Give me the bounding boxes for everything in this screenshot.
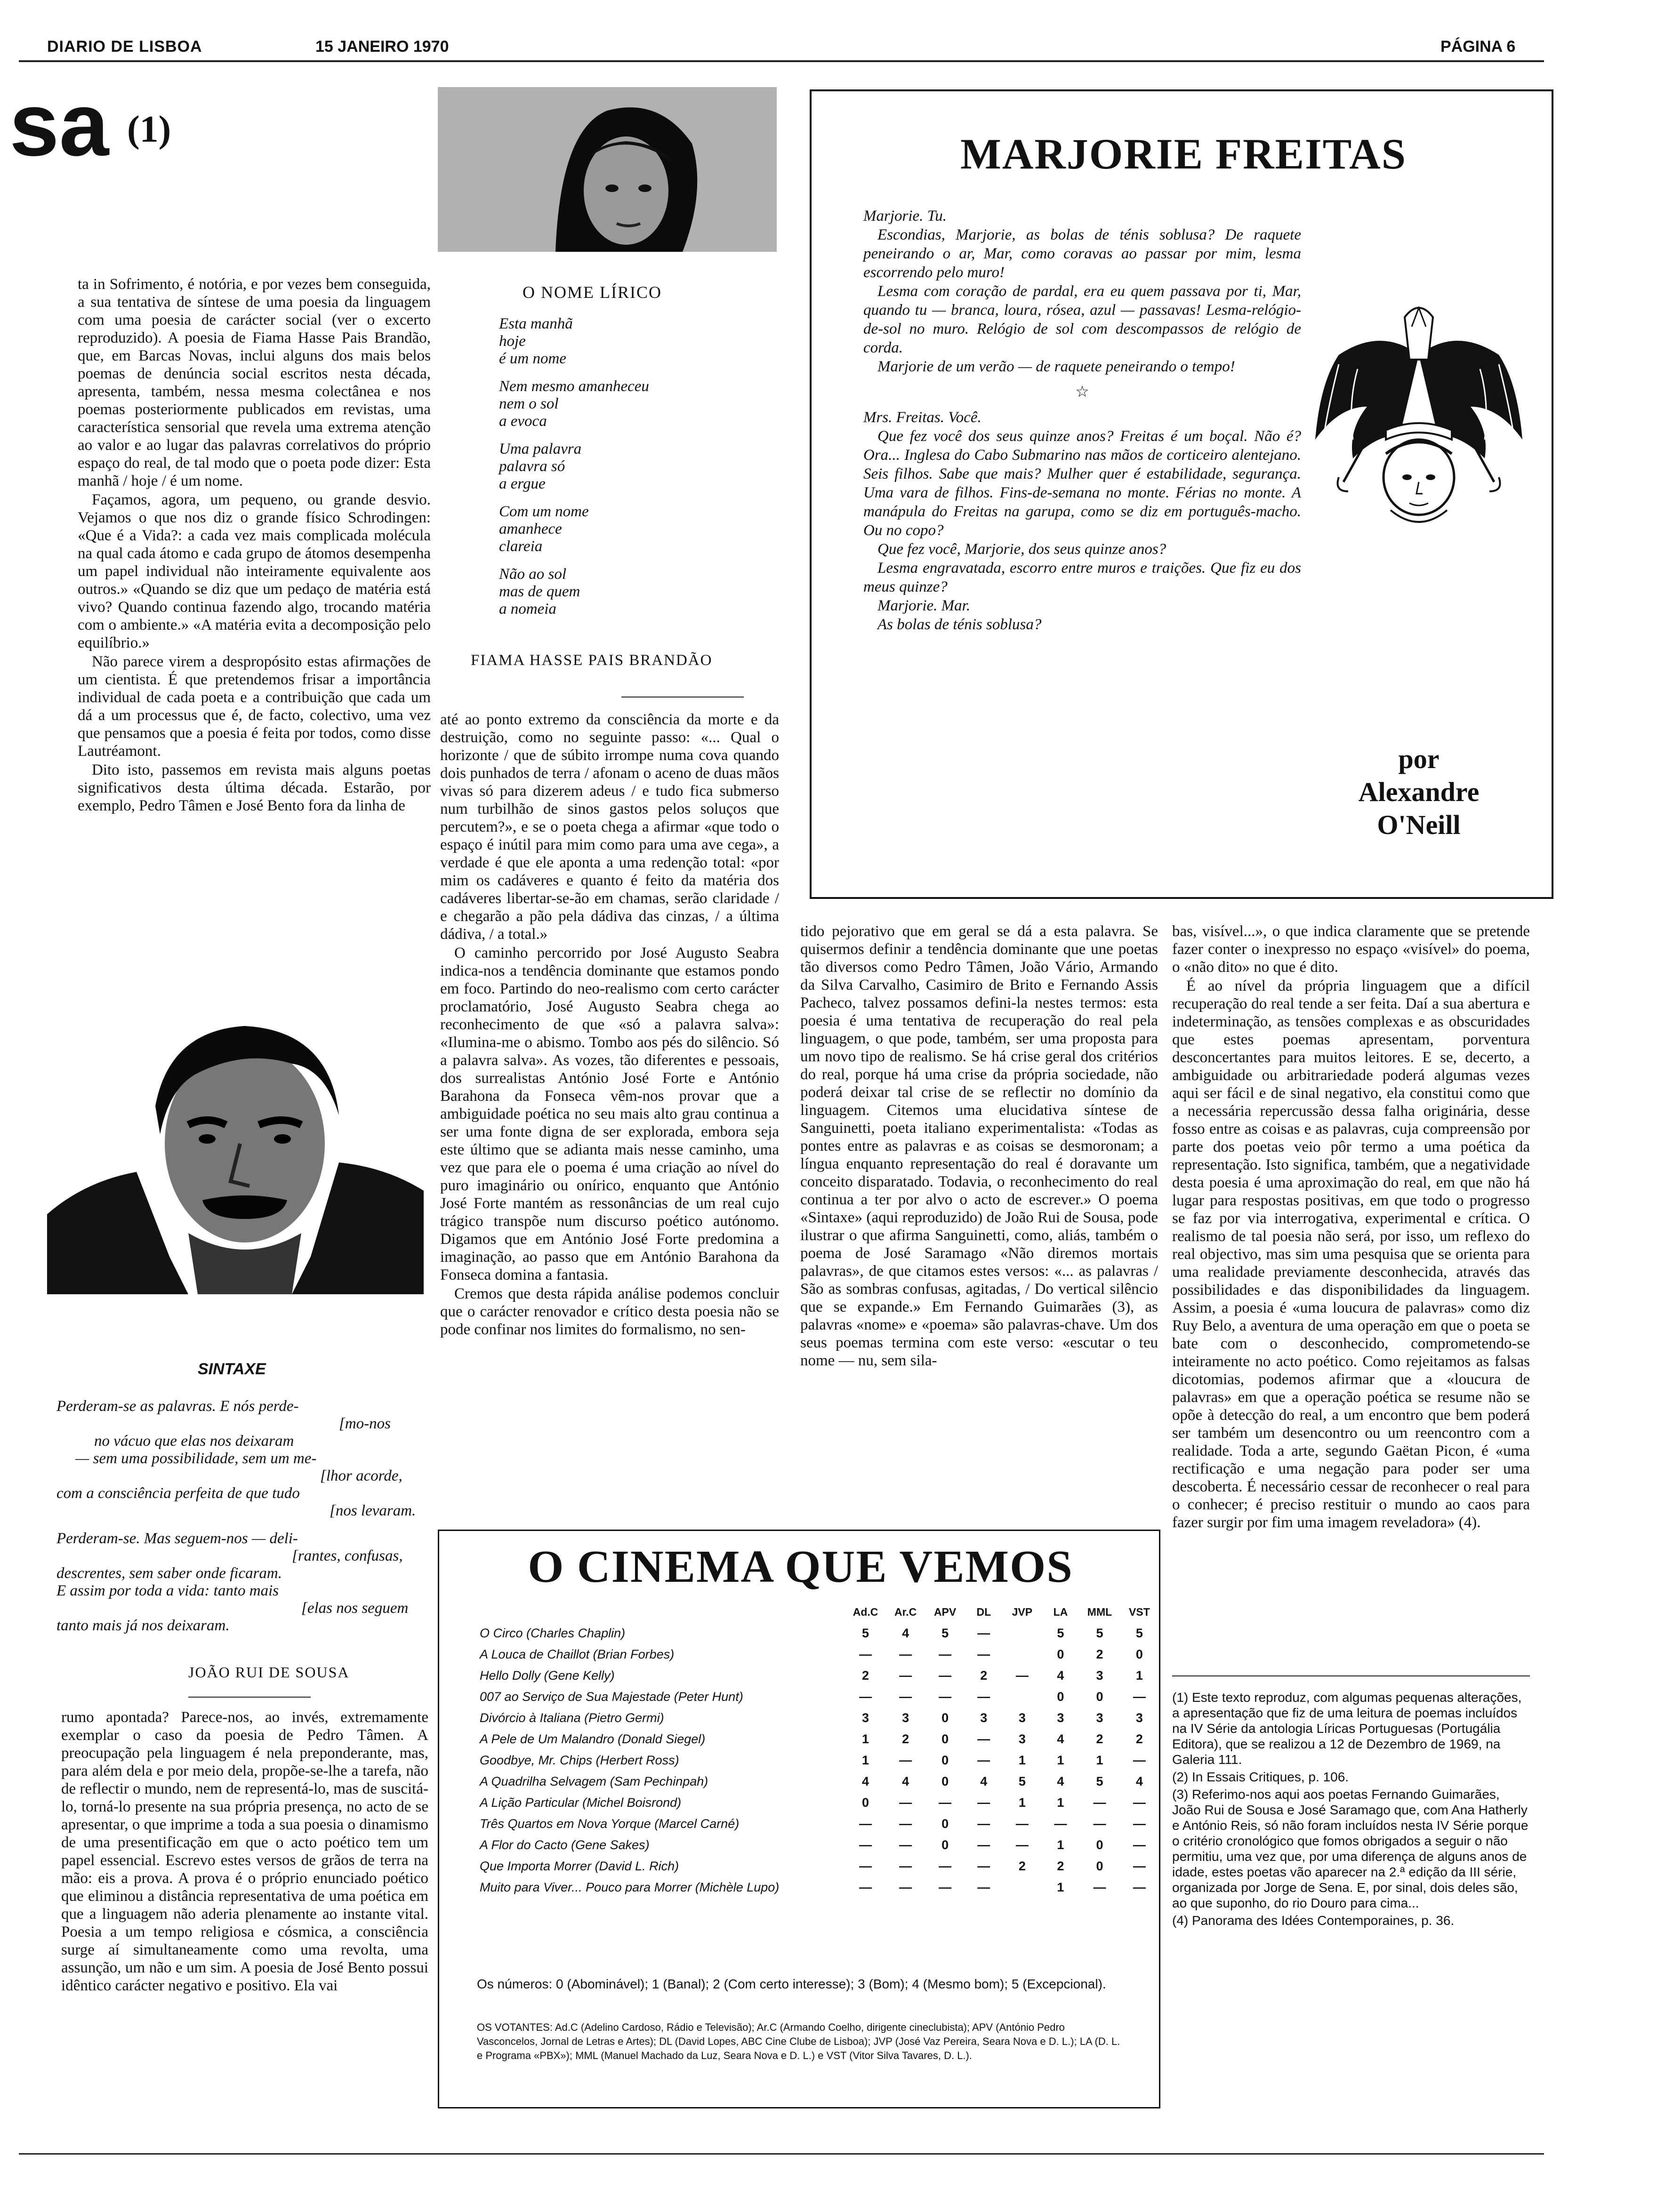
- angel-illustration: [1311, 298, 1527, 543]
- rating-cell: 0: [1057, 1647, 1064, 1661]
- film-title: O Circo (Charles Chaplin): [480, 1626, 626, 1640]
- rating-cell: [1003, 1686, 1042, 1707]
- rating-cell: 1: [1057, 1880, 1064, 1894]
- cinema-title: O CINEMA QUE VEMOS: [528, 1541, 1073, 1592]
- rating-cell: —: [1133, 1817, 1146, 1831]
- poem-line: tanto mais já nos deixaram.: [56, 1617, 230, 1634]
- poem-line: Nem mesmo amanheceu: [499, 378, 649, 395]
- rating-cell: 1: [862, 1732, 869, 1746]
- rating-cell: —: [859, 1690, 872, 1704]
- poem-sintaxe: [56, 1398, 428, 1635]
- poem-line: hoje: [499, 333, 526, 350]
- poem-line: Perderam-se. Mas seguem-nos — deli-: [56, 1530, 298, 1547]
- box-line: Marjorie. Tu.: [863, 208, 947, 224]
- rating-cell: —: [977, 1859, 990, 1873]
- poem-nome-lirico-title: O NOME LÍRICO: [523, 283, 662, 302]
- poem-line: Uma palavra: [499, 441, 582, 457]
- rating-cell: —: [939, 1859, 952, 1873]
- rating-cell: 5: [1096, 1626, 1103, 1640]
- rating-cell: 4: [902, 1774, 909, 1788]
- rating-cell: 3: [1096, 1711, 1103, 1725]
- rating-cell: 0: [1096, 1838, 1103, 1852]
- rating-cell: —: [977, 1626, 990, 1640]
- rating-cell: —: [899, 1690, 912, 1704]
- box-line: Marjorie de um verão — de raquete peneirando o tempo!: [877, 358, 1235, 375]
- poem-line: E assim por toda a vida: tanto mais: [56, 1582, 279, 1599]
- column-3-text: [800, 922, 1158, 1370]
- rating-cell: 4: [980, 1774, 988, 1788]
- poem-line: descrentes, sem saber onde ficaram.: [56, 1565, 282, 1582]
- paragraph: ta in Sofrimento, é notória, e por vezes bem conseguida, a sua tentativa de síntese de uma poesia da linguagem com uma poesia de carácter social (ver o excerto reproduzido). A poesia de Fiama Hasse Pais Brandão, que, em Barcas Novas, inclui alguns dos mais belos poemas de denúncia social escritos nesta década, apresenta, também, nessa mesma colectânea e nos poemas posteriormente publicados em revistas, uma característica sensorial que revela uma extrema atenção ao valor e ao lugar das palavras correlativos do próprio espaço do real, de tal modo que o poeta pode dizer: Esta manhã / hoje / é um nome.: [78, 276, 431, 489]
- column-header: APV: [933, 1606, 957, 1618]
- film-title: Goodbye, Mr. Chips (Herbert Ross): [480, 1753, 679, 1767]
- paragraph: Não parece virem a despropósito estas afirmações de um cientista. É que pretendemos frisar a importância individual de cada poeta e a contribuição que cada um dá a um processus que é, de facto, colectivo, uma vez que pensamos que a poesia é feita por todos, como disse Lautréamont.: [78, 653, 431, 760]
- rating-cell: —: [977, 1817, 990, 1831]
- rating-cell: —: [1015, 1817, 1029, 1831]
- rating-cell: —: [939, 1880, 952, 1894]
- byline-author-last: O'Neill: [1377, 809, 1461, 840]
- rating-cell: 0: [941, 1817, 949, 1831]
- rating-cell: —: [899, 1880, 912, 1894]
- rating-cell: 3: [1018, 1711, 1026, 1725]
- box-line: Lesma com coração de pardal, era eu quem passava por ti, Mar, quando tu — branca, loura, rósea, azul — passavas! Lesma-relógio-de-sol no muro. Relógio de sol com descompassos de relógio de corda.: [863, 283, 1301, 356]
- page-number: PÁGINA 6: [1440, 38, 1516, 56]
- rating-cell: 3: [862, 1711, 869, 1725]
- film-title: A Flor do Cacto (Gene Sakes): [480, 1838, 650, 1852]
- paragraph: rumo apontada? Parece-nos, ao invés, extremamente exemplar o caso da poesia de Pedro Tâmen. A preocupação pela linguagem é nela preponderante, mas, para além dela e por meio dela, propõe-se-lhe a tarefa, não de reflectir o mundo, nem de representá-lo, mas de suscitá-lo, torná-lo presente na sua própria presença, no acto de se apresentar, o que imprime a toda a sua poesia o dinamismo de uma presentificação em que o acto poético tem um papel essencial. Escrevo estes versos de grãos de terra na mão: eis a prova. A prova é o próprio enunciado poético que eliminou a distância representativa de uma poética em que a linguagem não aderia plenamente ao instante vital. Poesia a um tempo religiosa e cósmica, a consciência surge aí simultaneamente como uma revolta, uma assunção, um não e um sim. A poesia de José Bento possui idêntico carácter negativo e positivo. Ela vai: [61, 1709, 428, 1994]
- rating-cell: —: [1133, 1838, 1146, 1852]
- rating-cell: 2: [1096, 1732, 1103, 1746]
- rating-cell: —: [1133, 1880, 1146, 1894]
- rating-cell: —: [859, 1838, 872, 1852]
- box-line: As bolas de ténis soblusa?: [877, 616, 1042, 633]
- rating-cell: —: [1054, 1817, 1067, 1831]
- table-row: [477, 1813, 1159, 1835]
- rating-cell: —: [859, 1817, 872, 1831]
- column-2-text: [440, 711, 779, 1339]
- poem-line: Perderam-se as palavras. E nós perde-: [56, 1398, 299, 1415]
- footnotes-rule: [1172, 1675, 1530, 1676]
- box-line: Marjorie. Mar.: [877, 597, 971, 614]
- rating-cell: 1: [862, 1753, 869, 1767]
- rating-cell: [1003, 1877, 1042, 1898]
- rating-cell: 3: [980, 1711, 988, 1725]
- table-row: [477, 1707, 1159, 1729]
- rating-cell: 5: [941, 1626, 949, 1640]
- rating-cell: 3: [902, 1711, 909, 1725]
- rating-cell: 3: [1018, 1732, 1026, 1746]
- poem-nome-lirico: [499, 315, 763, 628]
- rating-cell: 1: [1057, 1753, 1064, 1767]
- poem-line: [rantes, confusas,: [292, 1547, 403, 1564]
- footnote: (2) In Essais Critiques, p. 106.: [1172, 1770, 1349, 1784]
- column-header: JVP: [1012, 1606, 1033, 1618]
- rating-cell: 5: [1135, 1626, 1143, 1640]
- rating-cell: 2: [862, 1668, 869, 1683]
- rating-cell: 1: [1057, 1795, 1064, 1810]
- rating-cell: 4: [902, 1626, 909, 1640]
- box-line: Que fez você, Marjorie, dos seus quinze anos?: [877, 541, 1166, 558]
- column-4-text: [1172, 922, 1530, 1532]
- rating-cell: —: [899, 1838, 912, 1852]
- rating-cell: —: [1133, 1795, 1146, 1810]
- column-header: DL: [976, 1606, 991, 1618]
- rating-cell: —: [859, 1647, 872, 1661]
- ratings-body: [477, 1623, 1159, 1898]
- paragraph: Cremos que desta rápida análise podemos concluir que o carácter renovador e crítico desta poesia não se pode confinar nos limites do formalismo, no sen-: [440, 1285, 779, 1338]
- marjorie-freitas-box: [810, 89, 1553, 899]
- rating-cell: 0: [941, 1753, 949, 1767]
- box-title: MARJORIE FREITAS: [960, 130, 1407, 178]
- rating-cell: 0: [941, 1838, 949, 1852]
- poem-line: [mo-nos: [339, 1415, 391, 1432]
- rating-cell: —: [977, 1838, 990, 1852]
- portrait-woman-image: [438, 87, 777, 252]
- footer-rule: [19, 2153, 1544, 2155]
- table-row: [477, 1792, 1159, 1813]
- rating-cell: 4: [1057, 1668, 1064, 1683]
- rating-cell: —: [939, 1690, 952, 1704]
- poem-line: Não ao sol: [499, 566, 567, 583]
- rating-cell: 4: [1057, 1774, 1064, 1788]
- rating-cell: [1003, 1644, 1042, 1665]
- box-line: Que fez você dos seus quinze anos? Freitas é um boçal. Não é? Ora... Inglesa do Cabo Submarino nas mãos de corticeiro alentejano. Seis filhos. Sabe que mais? Mulher quer é estabilidade, segurança. Uma vara de filhos. Fins-de-semana no monte. Férias no monte. A manápula do Freitas na garupa, como se diz em português-macho. Ou no copo?: [863, 428, 1301, 539]
- rating-cell: 3: [1096, 1668, 1103, 1683]
- rating-cell: —: [1093, 1817, 1106, 1831]
- table-row: [477, 1835, 1159, 1856]
- rating-cell: —: [1015, 1838, 1029, 1852]
- ratings-table: [477, 1602, 1159, 1898]
- film-title: A Pele de Um Malandro (Donald Siegel): [480, 1732, 706, 1746]
- rating-cell: 2: [980, 1668, 988, 1683]
- rating-cell: 0: [941, 1732, 949, 1746]
- star-separator: ☆: [1075, 384, 1089, 401]
- poem-line: [nos levaram.: [330, 1502, 416, 1519]
- rating-cell: 5: [862, 1626, 869, 1640]
- rating-cell: —: [977, 1647, 990, 1661]
- rating-cell: 1: [1096, 1753, 1103, 1767]
- paragraph: É ao nível da própria linguagem que a difícil recuperação do real tende a ser feita. Daí a sua abertura e indeterminação, as tensões complexas e as obscuridades que estes poemas apresentam, porventura desconcertantes para muitos leitores. E se, decerto, a ambiguidade ou arbitrariedade poderá algumas vezes aqui ser fácil e de sinal negativo, ela constitui como que a necessária repercussão dessa falha originária, desse fosso entre as coisas e as palavras, cuja compreensão por parte dos poetas veio pôr termo a uma poética da representação. Isto significa, também, que a negatividade desta poesia é uma aproximação do real, em que não há lugar para respostas positivas, em que todo o progresso se faz por via interrogativa, experimental e crítica. O realismo de tal poesia não será, por isso, um reflexo do real objectivo, mas sim uma pesquisa que se orienta para uma realidade previamente desconhecida, através das possibilidades e das disponibilidades da linguagem. Assim, a poesia é «uma loucura de palavras» como diz Ruy Belo, a aventura de uma operação em que o poeta se bate com o desconhecido, comprometendo-se inteiramente no acto poético. Como rejeitamos as falsas dicotomias, podemos afirmar que a «loucura de palavras» em que a operação poética se resume não se opõe à detecção do real, a um encontro que bem poderá ser também um desencontro ou um reencontro com a realidade. Toda a arte, segundo Gaëtan Picon, é «uma rectificação e uma negação para poder ser uma descoberta. É necessário cessar de reconhecer o real para o conhecer; é preciso restituir o mundo ao caos para fazer surgir por fim uma imagem reveladora» (4).: [1172, 978, 1530, 1531]
- poem-line: Com um nome: [499, 503, 589, 520]
- angel-drawing: [1311, 298, 1527, 543]
- rating-cell: —: [977, 1690, 990, 1704]
- poem-line: a ergue: [499, 475, 546, 492]
- header-rule: [19, 60, 1544, 62]
- poem-line: amanhece: [499, 521, 562, 537]
- rating-cell: —: [977, 1795, 990, 1810]
- paragraph: O caminho percorrido por José Augusto Seabra indica-nos a tendência dominante que estamos pondo em foco. Partindo do neo-realismo com certo carácter proclamatório, José Augusto Seabra chega ao reconhecimento de que «só a palavra salva»: «Ilumina-me o abismo. Tombo aos pés do silêncio. Só a palavra salva». As vozes, tão diferentes e pessoais, dos surrealistas António José Forte e António Barahona da Fonseca vêm-nos provar que a ambiguidade poética no seu mais alto grau continua a ser uma fonte digna de ser explorada, embora seja este último que se adianta mais nesse caminho, uma vez que para ele o poema é uma criação ao nível do puro imaginário ou onírico, enquanto que António José Forte mantém as ressonâncias de um real cujo trágico transpõe num discurso poético autónomo. Digamos que em António José Forte predomina a imaginação, ao passo que em António Barahona da Fonseca domina a fantasia.: [440, 945, 779, 1283]
- rating-cell: —: [977, 1732, 990, 1746]
- poem-line: palavra só: [499, 458, 565, 475]
- cinema-box: [438, 1530, 1160, 2108]
- film-title: Que Importa Morrer (David L. Rich): [480, 1859, 679, 1873]
- paragraph: tido pejorativo que em geral se dá a esta palavra. Se quisermos definir a tendência dominante que une poetas tão diversos como Pedro Tâmen, João Vário, Armando da Silva Carvalho, Casimiro de Brito e Fernando Assis Pacheco, talvez possamos defini-la nestes termos: esta poesia é uma tentativa de recuperação do real pela linguagem, o que pode, também, ser uma proposta para um novo tipo de realismo. Se há crise geral dos critérios do real, porque há uma crise da própria sociedade, não poderá deixar tal crise de se reflectir no domínio da linguagem. Citemos uma elucidativa síntese de Sanguinetti, poeta italiano experimentalista: «Todas as pontes entre as palavras e as coisas se desmoronam; a língua enquanto representação do real é doravante um conceito disparatado. Todavia, o reconhecimento do real continua a ter por alvo o acto de escrever.» O poema «Sintaxe» (aqui reproduzido) de João Rui de Sousa, pode ilustrar o que afirma Sanguinetti, como, aliás, também o poema de José Saramago «Não diremos mortais palavras», de que citamos estes versos: «... as palavras / São as sombras confusas, agitadas, / Do vertical silêncio que se expande.» Em Fernando Guimarães (3), as palavras «nome» e «poema» são palavras-chave. Um dos seus poemas termina com este verso: «escutar o teu nome — nu, sem sila-: [800, 923, 1158, 1369]
- film-title: A Quadrilha Selvagem (Sam Pechinpah): [480, 1774, 708, 1788]
- paragraph: Façamos, agora, um pequeno, ou grande desvio. Vejamos o que nos diz o grande físico Schrodingen: «Que é a Vida?: a cada vez mais complicada molécula na qual cada átomo e cada grupo de átomos desempenha um papel individual não inteiramente equivalente aos outros.» «Quando se diz que um pedaço de matéria está vivo? Quando continua fazendo algo, trocando matéria com o ambiente.» «A matéria evita a decomposição pelo equilíbrio.»: [78, 491, 431, 651]
- poem-line: [lhor acorde,: [320, 1467, 402, 1484]
- rating-cell: 0: [1057, 1690, 1064, 1704]
- poem-nome-lirico-author: FIAMA HASSE PAIS BRANDÃO: [471, 652, 713, 669]
- rating-cell: —: [899, 1647, 912, 1661]
- poem-line: no vácuo que elas nos deixaram: [94, 1433, 294, 1450]
- rating-cell: —: [977, 1880, 990, 1894]
- rating-cell: 0: [1096, 1859, 1103, 1873]
- rating-cell: 1: [1135, 1668, 1143, 1683]
- portrait-man-image: [47, 1012, 424, 1294]
- column-1-top: [78, 275, 431, 816]
- rating-cell: —: [1093, 1795, 1106, 1810]
- rating-cell: 4: [1057, 1732, 1064, 1746]
- rating-cell: 4: [862, 1774, 869, 1788]
- rating-cell: —: [1133, 1690, 1146, 1704]
- poem-sintaxe-author: JOÃO RUI DE SOUSA: [188, 1664, 350, 1681]
- rating-cell: 3: [1057, 1711, 1064, 1725]
- film-title: Muito para Viver... Pouco para Morrer (Michèle Lupo): [480, 1880, 780, 1894]
- film-title: A Lição Particular (Michel Boisrond): [480, 1795, 682, 1810]
- poem-line: clareia: [499, 538, 543, 555]
- poem-line: Esta manhã: [499, 315, 573, 332]
- rating-cell: [1003, 1623, 1042, 1644]
- rating-cell: 0: [1135, 1647, 1143, 1661]
- footnotes: [1172, 1690, 1530, 1930]
- poem-line: — sem uma possibilidade, sem um me-: [75, 1450, 317, 1467]
- rating-cell: 1: [1018, 1795, 1026, 1810]
- rating-cell: —: [1015, 1668, 1029, 1683]
- portrait-photo-joao-rui-de-sousa: [47, 1012, 424, 1294]
- rating-cell: 2: [902, 1732, 909, 1746]
- rating-cell: —: [939, 1647, 952, 1661]
- masthead: DIARIO DE LISBOA: [47, 38, 202, 56]
- column-header: VST: [1129, 1606, 1150, 1618]
- rating-cell: —: [899, 1817, 912, 1831]
- poem-line: nem o sol: [499, 395, 559, 412]
- ratings-header-row: [477, 1602, 1159, 1623]
- rating-cell: 2: [1018, 1859, 1026, 1873]
- rating-cell: —: [1133, 1859, 1146, 1873]
- rating-cell: 5: [1018, 1774, 1026, 1788]
- table-row: [477, 1771, 1159, 1792]
- title-footnote-mark: (1): [127, 109, 171, 150]
- article-title-fragment: sa: [9, 75, 109, 175]
- rating-cell: —: [977, 1753, 990, 1767]
- film-title: Três Quartos em Nova Yorque (Marcel Carné): [480, 1817, 740, 1831]
- rating-cell: 5: [1096, 1774, 1103, 1788]
- poem-line: mas de quem: [499, 583, 580, 600]
- column-header: Ad.C: [853, 1606, 878, 1618]
- film-title: Divórcio à Italiana (Pietro Germi): [480, 1711, 664, 1725]
- paragraph: até ao ponto extremo da consciência da morte e da destruição, como no seguinte passo: «... Qual o horizonte / que de súbito irrompe numa cova quando dois punhados de terra / afonam o aceno de duas mãos vivas só para dizerem adeus / e tudo fica submerso num turbilhão de sinos gastos pelos soluços que percutem?», e se o poeta chega a afirmar «que todo o espaço é inútil para mim como para uma ave cega», a verdade é que ele aponta a uma redenção total: «por mim os cadáveres e quanto é feito da matéria dos cadáveres libertar-se-ão em chamas, serão claridade / e chegarão a pão pela dádiva das cinzas, / a última dádiva, / a total.»: [440, 711, 779, 943]
- rating-cell: —: [1093, 1880, 1106, 1894]
- rating-cell: 0: [862, 1795, 869, 1810]
- rating-cell: —: [939, 1795, 952, 1810]
- poem-line: a evoca: [499, 413, 547, 430]
- poem-line: a nomeia: [499, 601, 556, 617]
- rating-cell: —: [899, 1795, 912, 1810]
- rating-cell: 2: [1096, 1647, 1103, 1661]
- column-1-bottom: [61, 1708, 428, 1996]
- poem-line: [elas nos seguem: [301, 1600, 409, 1617]
- rating-cell: —: [859, 1859, 872, 1873]
- box-line: Mrs. Freitas. Você.: [863, 409, 981, 426]
- rating-cell: 2: [1135, 1732, 1143, 1746]
- table-row: [477, 1686, 1159, 1707]
- rating-cell: 0: [941, 1774, 949, 1788]
- table-row: [477, 1623, 1159, 1644]
- footnote: (1) Este texto reproduz, com algumas pequenas alterações, a apresentação que fiz de uma leitura de poemas incluídos na IV Série da antologia Líricas Portuguesas (Portugália Editora), que se realizou a 12 de Dezembro de 1969, na Galeria 111.: [1172, 1690, 1522, 1767]
- paragraph: bas, visível...», o que indica claramente que se pretende fazer conter o inexpresso no espaço «visível» do poema, o «não dito» no que é dito.: [1172, 923, 1530, 976]
- film-title: A Louca de Chaillot (Brian Forbes): [480, 1647, 675, 1661]
- divider: [188, 1697, 311, 1698]
- poem-line: com a consciência perfeita de que tudo: [56, 1485, 300, 1502]
- byline-por: por: [1398, 744, 1440, 774]
- rating-cell: —: [859, 1880, 872, 1894]
- table-row: [477, 1856, 1159, 1877]
- table-row: [477, 1750, 1159, 1771]
- rating-cell: 4: [1135, 1774, 1143, 1788]
- issue-date: 15 JANEIRO 1970: [315, 38, 449, 56]
- film-title: Hello Dolly (Gene Kelly): [480, 1668, 615, 1683]
- poem-line: é um nome: [499, 350, 566, 367]
- table-row: [477, 1729, 1159, 1750]
- voters-list: OS VOTANTES: Ad.C (Adelino Cardoso, Rádio e Televisão); Ar.C (Armando Coelho, dirigente cineclubista); APV (António Pedro Vasconcelos, Jornal de Letras e Artes); DL (David Lopes, ABC Cine Clube de Lisboa); JVP (José Vaz Pereira, Seara Nova e D. L.); LA (D. L. e Programa «PBX»); MML (Manuel Machado da Luz, Seara Nova e D. L.) e VST (Vitor Silva Tavares, D. L.).: [477, 2021, 1120, 2061]
- rating-cell: 0: [1096, 1690, 1103, 1704]
- portrait-photo-fiama-hasse: [438, 87, 777, 252]
- byline-author-first: Alexandre: [1358, 777, 1480, 807]
- table-row: [477, 1877, 1159, 1898]
- table-row: [477, 1665, 1159, 1686]
- box-text-1: [863, 207, 1301, 634]
- box-line: Escondias, Marjorie, as bolas de ténis soblusa? De raquete peneirando o ar, Mar, como coravas ao passar por mim, lesma escorrendo pelo muro!: [863, 226, 1301, 281]
- film-title: 007 ao Serviço de Sua Majestade (Peter Hunt): [480, 1690, 743, 1704]
- column-header: MML: [1087, 1606, 1112, 1618]
- rating-cell: 2: [1057, 1859, 1064, 1873]
- rating-cell: 1: [1057, 1838, 1064, 1852]
- rating-cell: —: [1133, 1753, 1146, 1767]
- rating-cell: —: [939, 1668, 952, 1683]
- footnote: (4) Panorama des Idées Contemporaines, p. 36.: [1172, 1913, 1455, 1928]
- rating-cell: —: [899, 1668, 912, 1683]
- table-row: [477, 1644, 1159, 1665]
- rating-cell: —: [899, 1859, 912, 1873]
- poem-sintaxe-title: SINTAXE: [198, 1360, 266, 1378]
- column-header: LA: [1053, 1606, 1068, 1618]
- column-header: Ar.C: [894, 1606, 917, 1618]
- rating-cell: 1: [1018, 1753, 1026, 1767]
- ratings-legend: Os números: 0 (Abominável); 1 (Banal); 2 (Com certo interesse); 3 (Bom); 4 (Mesmo bom); 5 (Excepcional).: [477, 1977, 1106, 1991]
- rating-cell: 0: [941, 1711, 949, 1725]
- box-line: Lesma engravatada, escorro entre muros e traições. Que fiz eu dos meus quinze?: [863, 560, 1301, 595]
- rating-cell: 3: [1135, 1711, 1143, 1725]
- footnote: (3) Referimo-nos aqui aos poetas Fernando Guimarães, João Rui de Sousa e José Saramago que, com Ana Hatherly e António Reis, só não foram incluídos nesta IV Série porque o critério cronológico que fomos obrigados a seguir o não permitiu, uma vez que, por uma diferença de alguns anos de idade, estes poetas vão aparecer na 2.ª edição da III série, organizada por Jorge de Sena. E, por sinal, dois deles são, ao que suponho, do rio Douro para cima...: [1172, 1787, 1528, 1910]
- rating-cell: —: [899, 1753, 912, 1767]
- rating-cell: 5: [1057, 1626, 1064, 1640]
- paragraph: Dito isto, passemos em revista mais alguns poetas significativos desta última década. Estarão, por exemplo, Pedro Tâmen e José Bento fora da linha de: [78, 761, 431, 814]
